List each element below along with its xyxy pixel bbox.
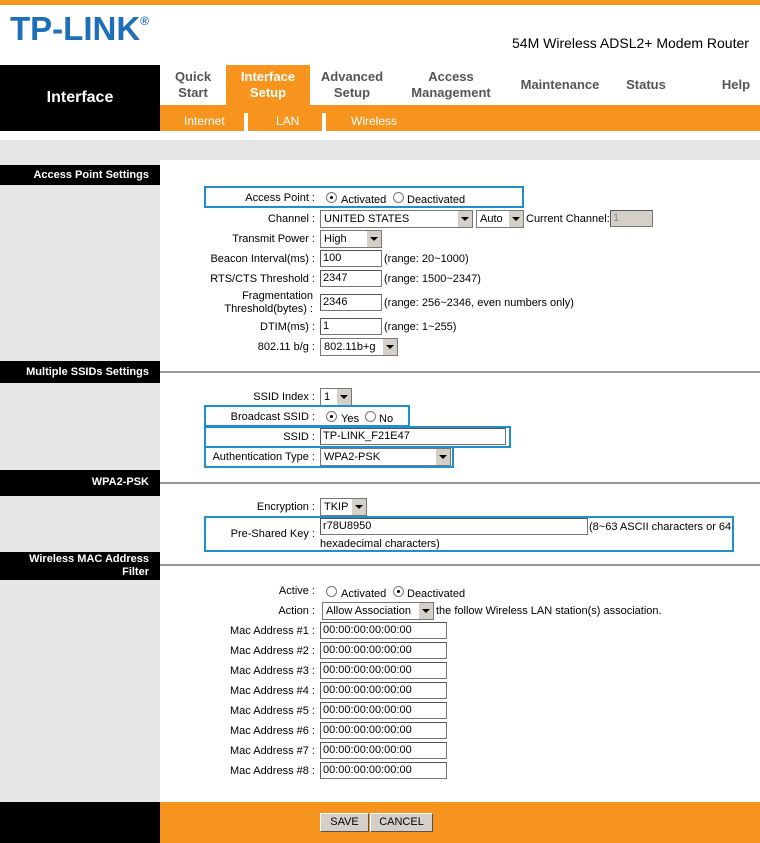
broadcast-ssid-no-label: No [379,413,394,425]
chevron-down-icon [351,499,366,515]
model-name: 54M Wireless ADSL2+ Modem Router [512,35,749,51]
subnav-separator [244,113,248,131]
chevron-down-icon [508,211,523,227]
nav-section-title: Interface [0,65,160,131]
cancel-button[interactable]: CANCEL [370,813,433,832]
nav-maintenance[interactable]: Maintenance [520,77,600,92]
chevron-down-icon [382,339,397,355]
mac-address-label: Mac Address #3 : [230,665,315,677]
authentication-type-label: Authentication Type : [212,451,315,463]
mac-address-label: Mac Address #7 : [230,745,315,757]
subnav-lan[interactable]: LAN [276,114,300,128]
subnav-internet[interactable]: Internet [184,114,225,128]
ssid-index-select[interactable]: 1 [320,388,352,406]
tp-link-logo: TP-LINK® [10,10,149,47]
beacon-interval-label: Beacon Interval(ms) : [210,253,315,265]
transmit-power-select[interactable]: High [320,230,382,248]
mac-filter-activated-label: Activated [341,588,387,600]
broadcast-ssid-yes-radio[interactable] [326,411,337,422]
subnav-wireless[interactable]: Wireless [351,114,398,128]
mac-filter-deactivated-label: Deactivated [407,588,466,600]
pre-shared-key-label: Pre-Shared Key : [230,528,315,540]
wireless-mode-select[interactable]: 802.11b+g [320,338,398,356]
dtim-input[interactable]: 1 [320,318,382,335]
channel-label: Channel : [267,213,315,225]
broadcast-ssid-yes-label: Yes [341,413,359,425]
fragmentation-range: (range: 256~2346, even numbers only) [384,297,574,309]
current-channel-field: 1 [610,210,653,227]
mac-filter-action-label: Action : [278,605,315,617]
mac-filter-action-select[interactable]: Allow Association [322,602,434,620]
channel-region-select[interactable]: UNITED STATES [320,210,473,228]
channel-number-select[interactable]: Auto [476,210,524,228]
nav-access-management[interactable]: Access Management [411,69,491,100]
section-multiple-ssids: Multiple SSIDs Settings [0,361,160,383]
content-top-bar [0,140,760,160]
encryption-select[interactable]: TKIP [320,498,367,516]
mac-address-input[interactable]: 00:00:00:00:00:00 [320,702,447,719]
mac-address-label: Mac Address #4 : [230,685,315,697]
sub-nav [160,105,760,131]
chevron-down-icon [418,603,433,619]
fragmentation-input[interactable]: 2346 [320,294,382,311]
broadcast-ssid-no-radio[interactable] [365,411,376,422]
pre-shared-key-input[interactable]: r78U8950 [320,518,588,535]
save-button[interactable]: SAVE [320,813,369,832]
section-divider [160,482,760,484]
beacon-interval-range: (range: 20~1000) [384,253,469,265]
top-accent-bar [0,0,760,5]
access-point-activated-radio[interactable] [326,192,337,203]
chevron-down-icon [336,389,351,405]
nav-status[interactable]: Status [626,77,666,92]
chevron-down-icon [457,211,472,227]
wireless-mode-label: 802.11 b/g : [257,341,315,353]
subnav-separator [322,113,326,131]
authentication-type-select[interactable]: WPA2-PSK [320,448,451,466]
dtim-range: (range: 1~255) [384,321,457,333]
rts-threshold-range: (range: 1500~2347) [384,273,481,285]
pre-shared-key-hint-2: hexadecimal characters) [320,538,440,550]
footer-left-block [0,802,160,843]
access-point-deactivated-label: Deactivated [407,194,466,206]
encryption-label: Encryption : [256,501,315,513]
mac-address-label: Mac Address #2 : [230,645,315,657]
mac-address-input[interactable]: 00:00:00:00:00:00 [320,722,447,739]
access-point-activated-label: Activated [341,194,387,206]
dtim-label: DTIM(ms) : [260,321,315,333]
section-divider [160,564,760,566]
mac-filter-active-label: Active : [278,585,315,597]
mac-address-input[interactable]: 00:00:00:00:00:00 [320,762,447,779]
mac-address-label: Mac Address #6 : [230,725,315,737]
mac-address-input[interactable]: 00:00:00:00:00:00 [320,662,447,679]
beacon-interval-input[interactable]: 100 [320,250,382,267]
mac-address-label: Mac Address #5 : [230,705,315,717]
section-mac-filter: Wireless MAC Address Filter [0,552,160,580]
nav-help[interactable]: Help [721,77,751,92]
section-access-point-settings: Access Point Settings [0,165,160,185]
nav-interface-setup[interactable]: Interface Setup [226,65,310,105]
nav-advanced-setup[interactable]: Advanced Setup [320,69,384,100]
mac-filter-deactivated-radio[interactable] [393,586,404,597]
access-point-deactivated-radio[interactable] [393,192,404,203]
ssid-index-label: SSID Index : [253,391,315,403]
ssid-input[interactable]: TP-LINK_F21E47 [320,428,506,445]
mac-address-input[interactable]: 00:00:00:00:00:00 [320,642,447,659]
main-nav [160,65,760,105]
section-wpa2-psk: WPA2-PSK [0,470,160,496]
chevron-down-icon [366,231,381,247]
section-divider [160,371,760,373]
mac-filter-activated-radio[interactable] [326,586,337,597]
mac-address-input[interactable]: 00:00:00:00:00:00 [320,682,447,699]
ssid-label: SSID : [283,431,315,443]
pre-shared-key-hint: (8~63 ASCII characters or 64 [589,521,732,533]
mac-filter-action-suffix: the follow Wireless LAN station(s) association. [436,605,662,617]
current-channel-label: Current Channel: [526,213,610,225]
chevron-down-icon [435,449,450,465]
nav-quick-start[interactable]: Quick Start [174,69,212,100]
mac-address-label: Mac Address #8 : [230,765,315,777]
mac-address-input[interactable]: 00:00:00:00:00:00 [320,622,447,639]
rts-threshold-input[interactable]: 2347 [320,270,382,287]
access-point-label: Access Point : [245,192,315,204]
transmit-power-label: Transmit Power : [232,233,315,245]
rts-threshold-label: RTS/CTS Threshold : [210,273,315,285]
mac-address-label: Mac Address #1 : [230,625,315,637]
broadcast-ssid-label: Broadcast SSID : [230,411,315,423]
fragmentation-label: Fragmentation Threshold(bytes) : [224,290,313,315]
mac-address-input[interactable]: 00:00:00:00:00:00 [320,742,447,759]
